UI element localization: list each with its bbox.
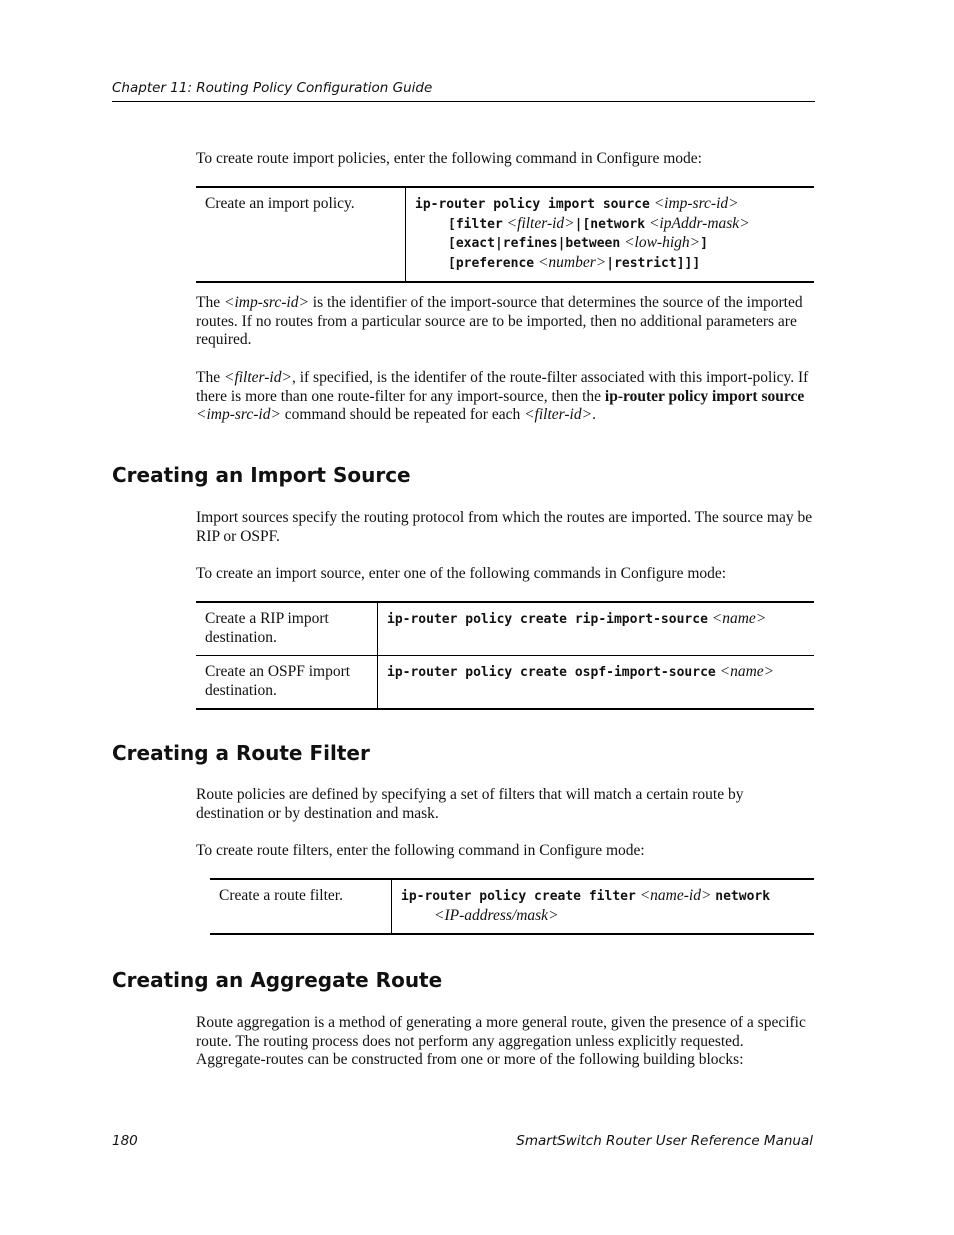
section-heading-aggregate-route: Creating an Aggregate Route [112, 968, 443, 992]
running-head: Chapter 11: Routing Policy Configuration Guide [112, 80, 815, 102]
import-source-paragraph: Import sources specify the routing protocol from which the routes are imported. The source may be RIP or OSPF. [196, 509, 813, 545]
import-policy-command [406, 187, 815, 282]
route-filter-command [392, 879, 815, 934]
command-keyword: [exact|refines|between [448, 236, 621, 251]
command-argument: <filter-id> [506, 214, 575, 232]
command-argument: <name> [711, 610, 767, 627]
import-policy-intro: To create route import policies, enter the following command in Configure mode: [196, 150, 702, 167]
ospf-import-description: Create an OSPF import destination. [196, 656, 378, 710]
command-keyword: ip-router policy create filter [401, 889, 636, 904]
table-row [196, 656, 814, 710]
import-policy-description: Create an import policy. [196, 187, 406, 282]
command-keyword: ip-router policy import source [415, 197, 650, 212]
command-argument: <imp-src-id> [653, 195, 739, 212]
route-filter-intro: To create route filters, enter the following command in Configure mode: [196, 842, 645, 859]
aggregate-route-paragraph: Route aggregation is a method of generating a more general route, given the presence of a specific route. The routing process does not perform any aggregation unless explicitly requested. Aggregate-routes can be constructed from one or more of the following building blocks: [196, 1014, 806, 1068]
filter-id-paragraph: The <filter-id>, if specified, is the identifer of the route-filter associated with this import-policy. If there is more than one route-filter for any import-source, then the ip-router policy import source <imp-src-id> command should be repeated for each <filter-id>. [196, 369, 809, 423]
command-keyword: ip-router policy create rip-import-source [387, 612, 708, 627]
import-source-command-table [196, 601, 814, 710]
command-argument: <name-id> [639, 887, 712, 904]
command-keyword: [filter [448, 216, 503, 232]
page-number: 180 [112, 1133, 138, 1149]
route-filter-paragraph: Route policies are defined by specifying a set of filters that will match a certain route by destination or by destination and mask. [196, 786, 744, 822]
route-filter-description: Create a route filter. [210, 879, 392, 934]
command-argument: <IP-address/mask> [434, 906, 559, 924]
manual-title: SmartSwitch Router User Reference Manual [516, 1133, 813, 1149]
rip-import-command [378, 602, 815, 656]
command-keyword: network [715, 889, 771, 904]
command-keyword: |[network [574, 216, 646, 232]
route-filter-command-table [210, 878, 814, 935]
command-keyword: |restrict]]] [606, 255, 701, 271]
section-heading-import-source: Creating an Import Source [112, 463, 411, 487]
imp-src-id-paragraph: The <imp-src-id> is the identifier of the import-source that determines the source of the imported routes. If no routes from a particular source are to be imported, then no additional parameters are required. [196, 294, 803, 348]
section-heading-route-filter: Creating a Route Filter [112, 741, 370, 765]
import-source-intro: To create an import source, enter one of the following commands in Configure mode: [196, 565, 727, 582]
ospf-import-command [378, 656, 815, 710]
command-keyword: [preference [448, 255, 535, 271]
command-argument: <number> [537, 253, 607, 271]
command-argument: <ipAddr-mask> [648, 214, 750, 232]
table-row [196, 602, 814, 656]
command-argument: <name> [719, 663, 775, 680]
rip-import-description: Create a RIP import destination. [196, 602, 378, 656]
import-policy-command-table [196, 186, 814, 283]
command-argument: <low-high> [624, 234, 701, 251]
command-keyword: ] [700, 236, 708, 251]
command-keyword: ip-router policy create ospf-import-source [387, 665, 716, 680]
